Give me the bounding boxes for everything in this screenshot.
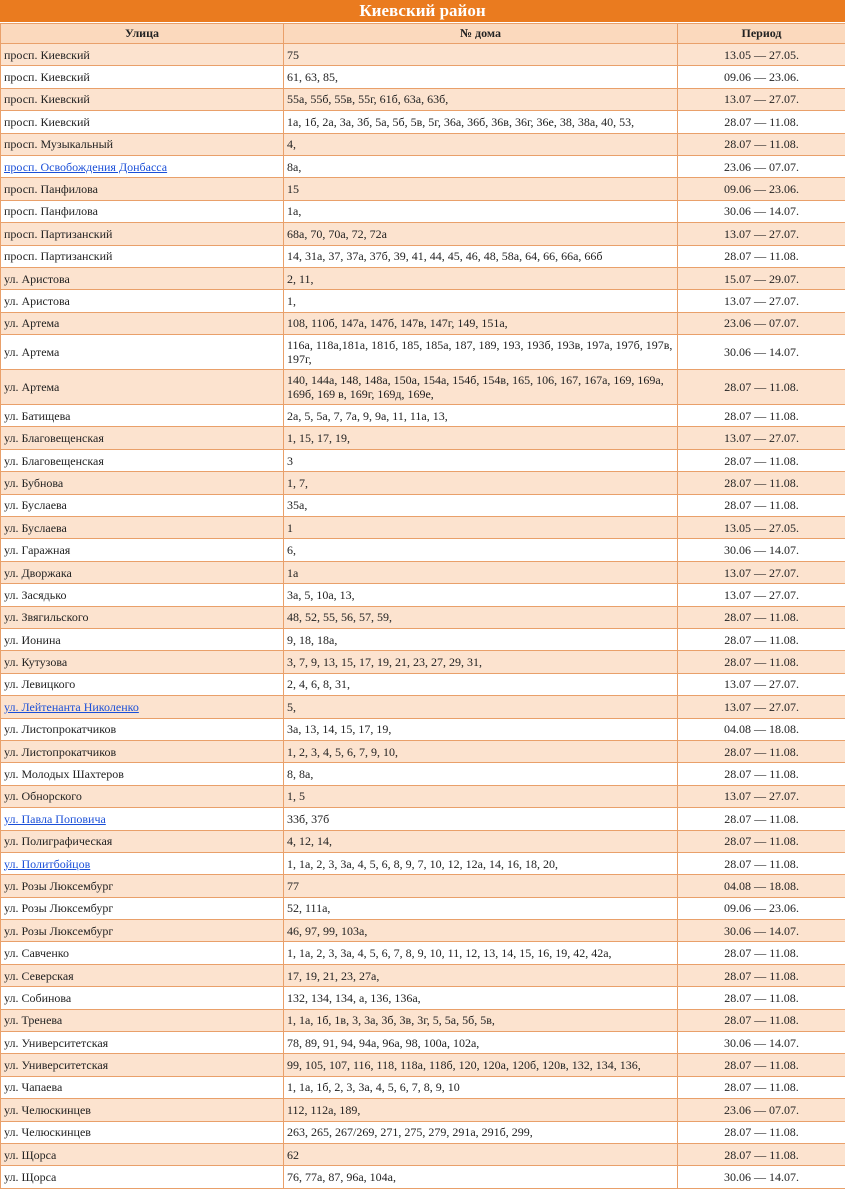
street-cell: ул. Листопрокатчиков <box>1 718 284 740</box>
houses-cell: 33б, 37б <box>284 808 678 830</box>
houses-cell: 140, 144а, 148, 148а, 150а, 154а, 154б, 154в, 165, 106, 167, 167а, 169, 169а, 169б, 169 в, 169г, 169д, 169е, <box>284 370 678 405</box>
table-row <box>1 808 845 830</box>
table-row <box>1 335 845 370</box>
houses-cell: 2, 4, 6, 8, 31, <box>284 673 678 695</box>
street-cell: ул. Кутузова <box>1 651 284 673</box>
street-cell: ул. Университетская <box>1 1054 284 1076</box>
period-cell: 28.07 — 11.08. <box>678 852 845 874</box>
street-cell: ул. Засядько <box>1 584 284 606</box>
street-cell: просп. Партизанский <box>1 223 284 245</box>
table-row <box>1 472 845 494</box>
period-cell: 13.05 — 27.05. <box>678 44 845 66</box>
street-link[interactable]: ул. Лейтенанта Николенко <box>4 699 139 714</box>
houses-cell: 4, <box>284 133 678 155</box>
table-row <box>1 561 845 583</box>
street-link[interactable]: ул. Политбойцов <box>4 856 91 871</box>
street-cell: ул. Бубнова <box>1 472 284 494</box>
street-cell: ул. Благовещенская <box>1 427 284 449</box>
table-row <box>1 66 845 88</box>
table-row <box>1 245 845 267</box>
street-cell: ул. Университетская <box>1 1032 284 1054</box>
table-row <box>1 1121 845 1143</box>
houses-cell: 3 <box>284 449 678 471</box>
table-row <box>1 1076 845 1098</box>
table-row <box>1 763 845 785</box>
period-cell: 28.07 — 11.08. <box>678 1121 845 1143</box>
table-row <box>1 673 845 695</box>
table-row <box>1 1054 845 1076</box>
street-cell <box>1 696 284 718</box>
table-row <box>1 539 845 561</box>
period-cell: 28.07 — 11.08. <box>678 628 845 650</box>
table-row <box>1 942 845 964</box>
street-cell: ул. Савченко <box>1 942 284 964</box>
table-row <box>1 111 845 133</box>
period-cell: 28.07 — 11.08. <box>678 763 845 785</box>
street-cell: просп. Панфилова <box>1 178 284 200</box>
period-cell: 28.07 — 11.08. <box>678 1143 845 1165</box>
period-cell: 23.06 — 07.07. <box>678 312 845 334</box>
street-cell: ул. Северская <box>1 964 284 986</box>
table-row <box>1 370 845 405</box>
houses-cell: 1, 7, <box>284 472 678 494</box>
houses-cell: 99, 105, 107, 116, 118, 118а, 118б, 120, 120а, 120б, 120в, 132, 134, 136, <box>284 1054 678 1076</box>
column-header-street: Улица <box>1 24 284 44</box>
period-cell: 28.07 — 11.08. <box>678 740 845 762</box>
houses-cell: 1, <box>284 290 678 312</box>
period-cell: 13.07 — 27.07. <box>678 223 845 245</box>
houses-cell: 77 <box>284 875 678 897</box>
period-cell: 23.06 — 07.07. <box>678 1099 845 1121</box>
street-cell: ул. Челюскинцев <box>1 1121 284 1143</box>
period-cell: 30.06 — 14.07. <box>678 1032 845 1054</box>
street-link[interactable]: просп. Освобождения Донбасса <box>4 159 168 174</box>
period-cell: 28.07 — 11.08. <box>678 1009 845 1031</box>
street-cell: ул. Благовещенская <box>1 449 284 471</box>
houses-cell: 68а, 70, 70а, 72, 72а <box>284 223 678 245</box>
period-cell: 28.07 — 11.08. <box>678 405 845 427</box>
period-cell: 13.07 — 27.07. <box>678 290 845 312</box>
table-row <box>1 606 845 628</box>
houses-cell: 76, 77а, 87, 96а, 104а, <box>284 1166 678 1188</box>
period-cell: 28.07 — 11.08. <box>678 494 845 516</box>
table-row <box>1 88 845 110</box>
table-row <box>1 312 845 334</box>
period-cell: 13.07 — 27.07. <box>678 584 845 606</box>
table-row <box>1 494 845 516</box>
period-cell: 28.07 — 11.08. <box>678 1076 845 1098</box>
houses-cell: 48, 52, 55, 56, 57, 59, <box>284 606 678 628</box>
period-cell: 13.07 — 27.07. <box>678 561 845 583</box>
table-row <box>1 696 845 718</box>
street-cell: ул. Щорса <box>1 1166 284 1188</box>
street-cell <box>1 808 284 830</box>
street-cell: ул. Розы Люксембург <box>1 920 284 942</box>
period-cell: 13.07 — 27.07. <box>678 696 845 718</box>
period-cell: 13.07 — 27.07. <box>678 88 845 110</box>
period-cell: 28.07 — 11.08. <box>678 370 845 405</box>
street-cell: ул. Ионина <box>1 628 284 650</box>
houses-cell: 5, <box>284 696 678 718</box>
street-cell: просп. Партизанский <box>1 245 284 267</box>
period-cell: 28.07 — 11.08. <box>678 111 845 133</box>
period-cell: 28.07 — 11.08. <box>678 449 845 471</box>
houses-cell: 1, 2, 3, 4, 5, 6, 7, 9, 10, <box>284 740 678 762</box>
table-row <box>1 785 845 807</box>
houses-cell: 9, 18, 18а, <box>284 628 678 650</box>
street-cell: ул. Розы Люксембург <box>1 875 284 897</box>
table-row <box>1 517 845 539</box>
houses-cell: 78, 89, 91, 94, 94а, 96а, 98, 100а, 102а, <box>284 1032 678 1054</box>
street-cell: ул. Полиграфическая <box>1 830 284 852</box>
table-row <box>1 1099 845 1121</box>
houses-cell: 2а, 5, 5а, 7, 7а, 9, 9а, 11, 11а, 13, <box>284 405 678 427</box>
street-cell: ул. Буслаева <box>1 494 284 516</box>
houses-cell: 3а, 13, 14, 15, 17, 19, <box>284 718 678 740</box>
table-row <box>1 875 845 897</box>
houses-cell: 112, 112а, 189, <box>284 1099 678 1121</box>
houses-cell: 1, 1а, 1б, 2, 3, 3а, 4, 5, 6, 7, 8, 9, 10 <box>284 1076 678 1098</box>
houses-cell: 1, 1а, 2, 3, 3а, 4, 5, 6, 8, 9, 7, 10, 12, 12а, 14, 16, 18, 20, <box>284 852 678 874</box>
street-cell: ул. Розы Люксембург <box>1 897 284 919</box>
houses-cell: 14, 31а, 37, 37а, 37б, 39, 41, 44, 45, 46, 48, 58а, 64, 66, 66а, 66б <box>284 245 678 267</box>
period-cell: 09.06 — 23.06. <box>678 66 845 88</box>
table-row <box>1 920 845 942</box>
houses-cell: 1, 15, 17, 19, <box>284 427 678 449</box>
houses-cell: 132, 134, 134, а, 136, 136а, <box>284 987 678 1009</box>
houses-cell: 35а, <box>284 494 678 516</box>
street-cell: ул. Аристова <box>1 267 284 289</box>
street-cell: ул. Батищева <box>1 405 284 427</box>
period-cell: 30.06 — 14.07. <box>678 1166 845 1188</box>
houses-cell: 3а, 5, 10а, 13, <box>284 584 678 606</box>
street-cell <box>1 852 284 874</box>
street-cell: ул. Артема <box>1 312 284 334</box>
table-row <box>1 223 845 245</box>
period-cell: 13.07 — 27.07. <box>678 785 845 807</box>
houses-cell: 55а, 55б, 55в, 55г, 61б, 63а, 63б, <box>284 88 678 110</box>
houses-cell: 46, 97, 99, 103а, <box>284 920 678 942</box>
period-cell: 28.07 — 11.08. <box>678 987 845 1009</box>
table-body <box>1 44 845 1189</box>
street-cell: ул. Листопрокатчиков <box>1 740 284 762</box>
houses-cell: 6, <box>284 539 678 561</box>
houses-cell: 8, 8а, <box>284 763 678 785</box>
column-header-period: Период <box>678 24 845 44</box>
period-cell: 30.06 — 14.07. <box>678 335 845 370</box>
table-row <box>1 44 845 66</box>
street-cell: ул. Молодых Шахтеров <box>1 763 284 785</box>
period-cell: 28.07 — 11.08. <box>678 133 845 155</box>
street-cell: ул. Аристова <box>1 290 284 312</box>
period-cell: 09.06 — 23.06. <box>678 178 845 200</box>
street-cell: ул. Артема <box>1 335 284 370</box>
table-row <box>1 584 845 606</box>
houses-cell: 75 <box>284 44 678 66</box>
table-row <box>1 200 845 222</box>
period-cell: 04.08 — 18.08. <box>678 875 845 897</box>
period-cell: 28.07 — 11.08. <box>678 808 845 830</box>
period-cell: 09.06 — 23.06. <box>678 897 845 919</box>
district-title: Киевский район <box>0 0 845 22</box>
street-cell: просп. Музыкальный <box>1 133 284 155</box>
table-row <box>1 449 845 471</box>
table-row <box>1 178 845 200</box>
street-cell: ул. Челюскинцев <box>1 1099 284 1121</box>
period-cell: 15.07 — 29.07. <box>678 267 845 289</box>
table-row <box>1 740 845 762</box>
houses-cell: 116а, 118а,181а, 181б, 185, 185а, 187, 189, 193, 193б, 193в, 197а, 197б, 197в, 197г, <box>284 335 678 370</box>
street-cell: ул. Звягильского <box>1 606 284 628</box>
houses-cell: 263, 265, 267/269, 271, 275, 279, 291а, 291б, 299, <box>284 1121 678 1143</box>
table-row <box>1 628 845 650</box>
houses-cell: 1, 1а, 2, 3, 3а, 4, 5, 6, 7, 8, 9, 10, 11, 12, 13, 14, 15, 16, 19, 42, 42а, <box>284 942 678 964</box>
street-cell: ул. Щорса <box>1 1143 284 1165</box>
table-row <box>1 1143 845 1165</box>
period-cell: 13.07 — 27.07. <box>678 427 845 449</box>
houses-cell: 1, 5 <box>284 785 678 807</box>
period-cell: 28.07 — 11.08. <box>678 1054 845 1076</box>
street-cell: ул. Буслаева <box>1 517 284 539</box>
period-cell: 13.05 — 27.05. <box>678 517 845 539</box>
table-row <box>1 155 845 177</box>
table-row <box>1 897 845 919</box>
street-cell <box>1 155 284 177</box>
street-cell: ул. Чапаева <box>1 1076 284 1098</box>
table-row <box>1 651 845 673</box>
houses-cell: 1а <box>284 561 678 583</box>
houses-cell: 62 <box>284 1143 678 1165</box>
street-cell: ул. Гаражная <box>1 539 284 561</box>
period-cell: 28.07 — 11.08. <box>678 472 845 494</box>
table-row <box>1 1032 845 1054</box>
street-cell: просп. Киевский <box>1 111 284 133</box>
houses-cell: 8а, <box>284 155 678 177</box>
street-cell: ул. Левицкого <box>1 673 284 695</box>
houses-cell: 1а, 1б, 2а, 3а, 3б, 5а, 5б, 5в, 5г, 36а, 36б, 36в, 36г, 36е, 38, 38а, 40, 53, <box>284 111 678 133</box>
houses-cell: 15 <box>284 178 678 200</box>
period-cell: 28.07 — 11.08. <box>678 964 845 986</box>
street-cell: ул. Дворжака <box>1 561 284 583</box>
street-cell: ул. Артема <box>1 370 284 405</box>
period-cell: 04.08 — 18.08. <box>678 718 845 740</box>
houses-cell: 61, 63, 85, <box>284 66 678 88</box>
houses-cell: 1а, <box>284 200 678 222</box>
street-cell: ул. Тренева <box>1 1009 284 1031</box>
column-header-houses: № дома <box>284 24 678 44</box>
houses-cell: 4, 12, 14, <box>284 830 678 852</box>
table-row <box>1 267 845 289</box>
houses-cell: 17, 19, 21, 23, 27а, <box>284 964 678 986</box>
houses-cell: 2, 11, <box>284 267 678 289</box>
period-cell: 28.07 — 11.08. <box>678 606 845 628</box>
table-row <box>1 427 845 449</box>
street-cell: просп. Киевский <box>1 88 284 110</box>
houses-cell: 108, 110б, 147а, 147б, 147в, 147г, 149, 151а, <box>284 312 678 334</box>
street-cell: просп. Панфилова <box>1 200 284 222</box>
period-cell: 30.06 — 14.07. <box>678 539 845 561</box>
period-cell: 13.07 — 27.07. <box>678 673 845 695</box>
houses-cell: 3, 7, 9, 13, 15, 17, 19, 21, 23, 27, 29, 31, <box>284 651 678 673</box>
houses-cell: 1 <box>284 517 678 539</box>
period-cell: 30.06 — 14.07. <box>678 920 845 942</box>
table-row <box>1 133 845 155</box>
schedule-table <box>0 23 845 1189</box>
table-row <box>1 718 845 740</box>
street-link[interactable]: ул. Павла Поповича <box>4 811 106 826</box>
table-header-row <box>1 24 845 44</box>
table-row <box>1 290 845 312</box>
street-cell: просп. Киевский <box>1 44 284 66</box>
street-cell: ул. Собинова <box>1 987 284 1009</box>
period-cell: 28.07 — 11.08. <box>678 942 845 964</box>
table-row <box>1 987 845 1009</box>
table-row <box>1 405 845 427</box>
period-cell: 28.07 — 11.08. <box>678 830 845 852</box>
table-row <box>1 1009 845 1031</box>
period-cell: 30.06 — 14.07. <box>678 200 845 222</box>
table-row <box>1 964 845 986</box>
table-row <box>1 1166 845 1188</box>
table-row <box>1 830 845 852</box>
table-row <box>1 852 845 874</box>
period-cell: 23.06 — 07.07. <box>678 155 845 177</box>
houses-cell: 52, 111а, <box>284 897 678 919</box>
street-cell: ул. Обнорского <box>1 785 284 807</box>
period-cell: 28.07 — 11.08. <box>678 651 845 673</box>
period-cell: 28.07 — 11.08. <box>678 245 845 267</box>
houses-cell: 1, 1а, 1б, 1в, 3, 3а, 3б, 3в, 3г, 5, 5а, 5б, 5в, <box>284 1009 678 1031</box>
street-cell: просп. Киевский <box>1 66 284 88</box>
